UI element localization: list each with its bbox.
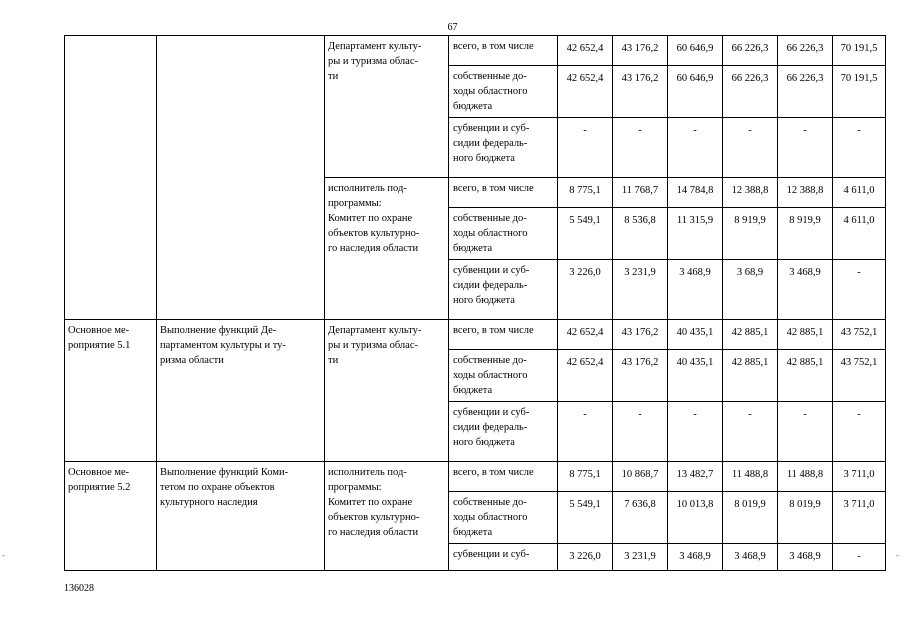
funding-source-cell: всего, в том числе — [449, 462, 558, 492]
amount-cell-year-1: 42 652,4 — [558, 36, 613, 66]
amount-cell-year-6: 70 191,5 — [833, 66, 886, 118]
activity-name-cell — [157, 36, 325, 320]
amount-cell-year-4: 3 468,9 — [723, 544, 778, 571]
amount-cell-year-3: 13 482,7 — [668, 462, 723, 492]
amount-cell-year-1: 8 775,1 — [558, 178, 613, 208]
amount-cell-year-4: 12 388,8 — [723, 178, 778, 208]
amount-cell-year-6: 43 752,1 — [833, 350, 886, 402]
amount-cell-year-1: - — [558, 402, 613, 462]
amount-cell-year-2: 3 231,9 — [613, 260, 668, 320]
funding-source-cell: собственные до- ходы областного бюджета — [449, 492, 558, 544]
amount-cell-year-3: 10 013,8 — [668, 492, 723, 544]
amount-cell-year-3: 3 468,9 — [668, 260, 723, 320]
amount-cell-year-4: - — [723, 402, 778, 462]
amount-cell-year-2: 43 176,2 — [613, 36, 668, 66]
amount-cell-year-3: 60 646,9 — [668, 66, 723, 118]
amount-cell-year-6: 3 711,0 — [833, 492, 886, 544]
table-row — [65, 320, 886, 350]
amount-cell-year-1: 5 549,1 — [558, 208, 613, 260]
amount-cell-year-4: 42 885,1 — [723, 320, 778, 350]
responsible-executor-cell: исполнитель под- программы: Комитет по охране объектов культурно- го наследия области — [325, 178, 449, 320]
amount-cell-year-1: - — [558, 118, 613, 178]
funding-source-cell: собственные до- ходы областного бюджета — [449, 208, 558, 260]
responsible-executor-cell: Департамент культу- ры и туризма облас- ти — [325, 320, 449, 462]
amount-cell-year-5: - — [778, 402, 833, 462]
amount-cell-year-2: 10 868,7 — [613, 462, 668, 492]
activity-code-cell — [65, 36, 157, 320]
amount-cell-year-4: 42 885,1 — [723, 350, 778, 402]
amount-cell-year-2: - — [613, 118, 668, 178]
activity-name-cell: Выполнение функций Де- партаментом культуры и ту- ризма области — [157, 320, 325, 462]
responsible-executor-cell: исполнитель под- программы: Комитет по охране объектов культурно- го наследия области — [325, 462, 449, 571]
amount-cell-year-1: 8 775,1 — [558, 462, 613, 492]
funding-source-cell: субвенции и суб- сидии федераль- ного бюджета — [449, 118, 558, 178]
amount-cell-year-6: - — [833, 118, 886, 178]
amount-cell-year-3: 3 468,9 — [668, 544, 723, 571]
amount-cell-year-4: 66 226,3 — [723, 66, 778, 118]
amount-cell-year-5: - — [778, 118, 833, 178]
amount-cell-year-1: 42 652,4 — [558, 320, 613, 350]
amount-cell-year-3: 11 315,9 — [668, 208, 723, 260]
amount-cell-year-3: - — [668, 118, 723, 178]
amount-cell-year-2: 43 176,2 — [613, 350, 668, 402]
responsible-executor-cell: Департамент культу- ры и туризма облас- ти — [325, 36, 449, 178]
amount-cell-year-6: 70 191,5 — [833, 36, 886, 66]
amount-cell-year-5: 11 488,8 — [778, 462, 833, 492]
amount-cell-year-5: 42 885,1 — [778, 320, 833, 350]
amount-cell-year-6: 3 711,0 — [833, 462, 886, 492]
amount-cell-year-5: 66 226,3 — [778, 66, 833, 118]
funding-source-cell: всего, в том числе — [449, 36, 558, 66]
funding-source-cell: собственные до- ходы областного бюджета — [449, 66, 558, 118]
amount-cell-year-5: 8 019,9 — [778, 492, 833, 544]
amount-cell-year-2: 8 536,8 — [613, 208, 668, 260]
amount-cell-year-2: 11 768,7 — [613, 178, 668, 208]
amount-cell-year-1: 42 652,4 — [558, 66, 613, 118]
amount-cell-year-2: - — [613, 402, 668, 462]
amount-cell-year-6: - — [833, 402, 886, 462]
amount-cell-year-4: 8 019,9 — [723, 492, 778, 544]
amount-cell-year-3: - — [668, 402, 723, 462]
amount-cell-year-6: 43 752,1 — [833, 320, 886, 350]
amount-cell-year-5: 3 468,9 — [778, 544, 833, 571]
amount-cell-year-6: 4 611,0 — [833, 178, 886, 208]
page-number: 67 — [447, 22, 458, 33]
funding-source-cell: всего, в том числе — [449, 178, 558, 208]
margin-mark-left: - — [2, 550, 5, 560]
amount-cell-year-6: - — [833, 260, 886, 320]
amount-cell-year-5: 66 226,3 — [778, 36, 833, 66]
table-row — [65, 36, 886, 66]
amount-cell-year-2: 7 636,8 — [613, 492, 668, 544]
funding-source-cell: субвенции и суб- — [449, 544, 558, 571]
funding-source-cell: субвенции и суб- сидии федераль- ного бюджета — [449, 402, 558, 462]
amount-cell-year-3: 40 435,1 — [668, 320, 723, 350]
activity-code-cell: Основное ме- роприятие 5.1 — [65, 320, 157, 462]
amount-cell-year-4: 11 488,8 — [723, 462, 778, 492]
funding-source-cell: всего, в том числе — [449, 320, 558, 350]
document-code: 136028 — [64, 583, 94, 594]
margin-mark-right: - — [896, 550, 899, 560]
amount-cell-year-2: 3 231,9 — [613, 544, 668, 571]
amount-cell-year-6: - — [833, 544, 886, 571]
amount-cell-year-3: 14 784,8 — [668, 178, 723, 208]
activity-name-cell: Выполнение функций Коми- тетом по охране объектов культурного наследия — [157, 462, 325, 571]
amount-cell-year-6: 4 611,0 — [833, 208, 886, 260]
amount-cell-year-3: 40 435,1 — [668, 350, 723, 402]
funding-source-cell: собственные до- ходы областного бюджета — [449, 350, 558, 402]
amount-cell-year-5: 42 885,1 — [778, 350, 833, 402]
table-row — [65, 462, 886, 492]
activity-code-cell: Основное ме- роприятие 5.2 — [65, 462, 157, 571]
amount-cell-year-5: 3 468,9 — [778, 260, 833, 320]
amount-cell-year-5: 8 919,9 — [778, 208, 833, 260]
amount-cell-year-4: 3 68,9 — [723, 260, 778, 320]
amount-cell-year-1: 3 226,0 — [558, 260, 613, 320]
budget-table — [64, 35, 886, 571]
amount-cell-year-1: 5 549,1 — [558, 492, 613, 544]
amount-cell-year-4: 66 226,3 — [723, 36, 778, 66]
amount-cell-year-2: 43 176,2 — [613, 66, 668, 118]
amount-cell-year-3: 60 646,9 — [668, 36, 723, 66]
amount-cell-year-1: 42 652,4 — [558, 350, 613, 402]
amount-cell-year-4: - — [723, 118, 778, 178]
amount-cell-year-5: 12 388,8 — [778, 178, 833, 208]
amount-cell-year-1: 3 226,0 — [558, 544, 613, 571]
amount-cell-year-4: 8 919,9 — [723, 208, 778, 260]
funding-source-cell: субвенции и суб- сидии федераль- ного бюджета — [449, 260, 558, 320]
amount-cell-year-2: 43 176,2 — [613, 320, 668, 350]
